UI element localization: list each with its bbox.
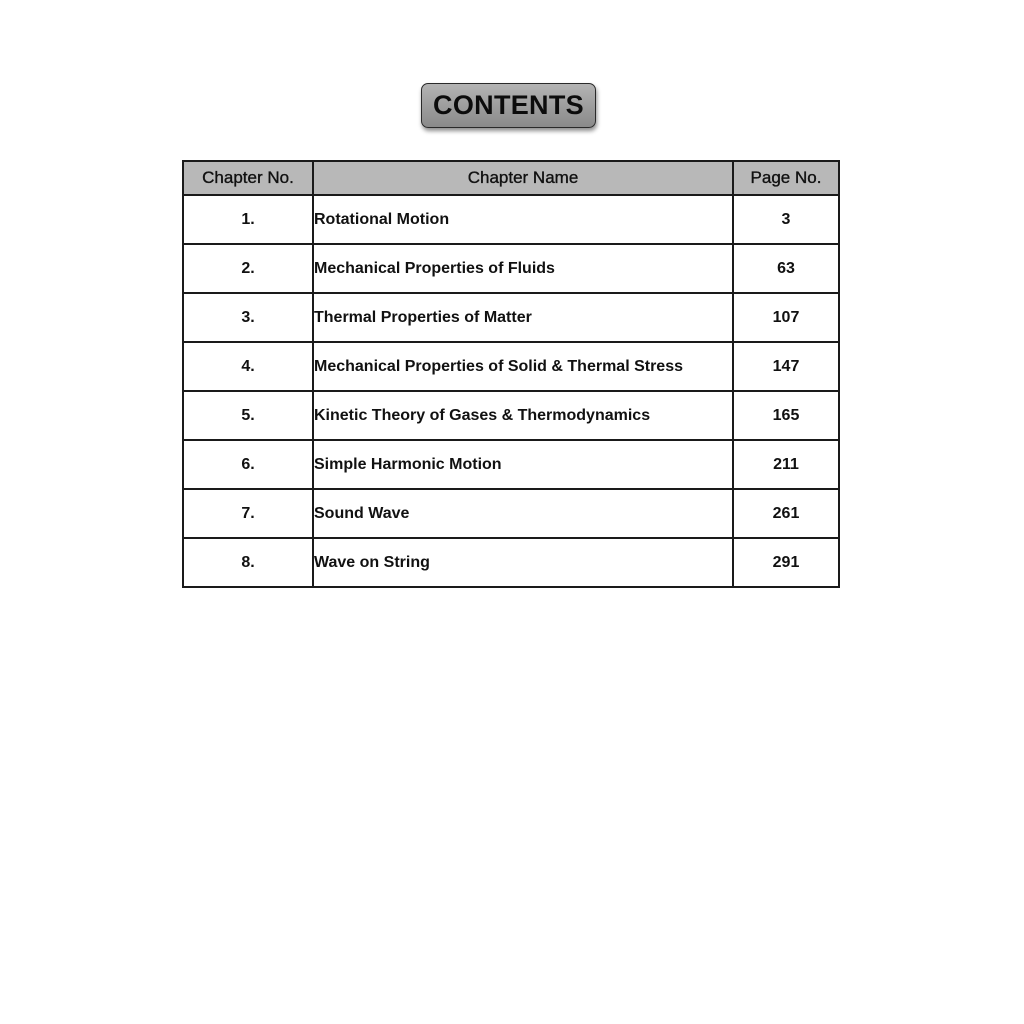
table-row	[183, 391, 839, 440]
chapter-name: Mechanical Properties of Solid & Thermal Stress	[313, 342, 733, 391]
chapter-name: Kinetic Theory of Gases & Thermodynamics	[313, 391, 733, 440]
table-header-row	[183, 161, 839, 195]
header-chapter-no: Chapter No.	[183, 161, 313, 195]
chapter-name: Mechanical Properties of Fluids	[313, 244, 733, 293]
page-number: 261	[733, 489, 839, 538]
page-number: 107	[733, 293, 839, 342]
page-title: CONTENTS	[433, 90, 584, 120]
chapter-number: 5.	[183, 391, 313, 440]
chapter-number: 3.	[183, 293, 313, 342]
chapter-name: Simple Harmonic Motion	[313, 440, 733, 489]
chapter-name: Wave on String	[313, 538, 733, 587]
table-row	[183, 342, 839, 391]
chapter-name: Sound Wave	[313, 489, 733, 538]
contents-title-badge	[421, 83, 596, 128]
table-row	[183, 293, 839, 342]
chapter-name: Rotational Motion	[313, 195, 733, 244]
page-number: 165	[733, 391, 839, 440]
chapter-number: 4.	[183, 342, 313, 391]
chapter-number: 1.	[183, 195, 313, 244]
header-chapter-name: Chapter Name	[313, 161, 733, 195]
page-number: 211	[733, 440, 839, 489]
page-number: 63	[733, 244, 839, 293]
chapter-number: 7.	[183, 489, 313, 538]
page-number: 291	[733, 538, 839, 587]
page-number: 3	[733, 195, 839, 244]
chapter-number: 2.	[183, 244, 313, 293]
chapter-name: Thermal Properties of Matter	[313, 293, 733, 342]
chapter-number: 6.	[183, 440, 313, 489]
table-row	[183, 195, 839, 244]
table-row	[183, 489, 839, 538]
page-number: 147	[733, 342, 839, 391]
table-row	[183, 244, 839, 293]
header-page-no: Page No.	[733, 161, 839, 195]
contents-table	[182, 160, 840, 588]
table-row	[183, 538, 839, 587]
table-row	[183, 440, 839, 489]
chapter-number: 8.	[183, 538, 313, 587]
